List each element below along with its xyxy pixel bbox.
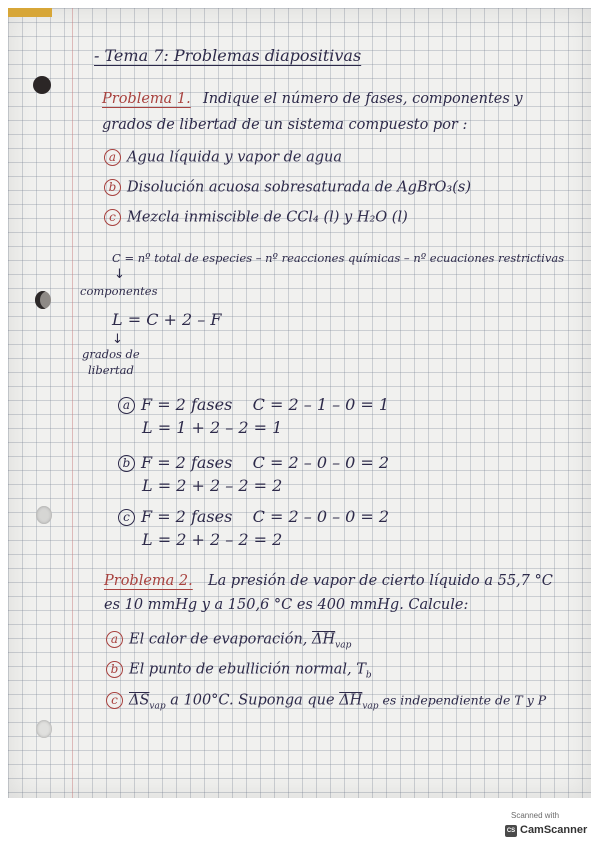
item-text: a 100°C. Suponga que xyxy=(165,692,340,709)
problem1-statement-line1: Indique el número de fases, componentes y xyxy=(203,91,523,107)
item-letter-c: c xyxy=(104,209,121,226)
subscript: b xyxy=(365,670,372,681)
subscript: vap xyxy=(149,701,166,712)
label-libertad: libertad xyxy=(88,363,134,377)
problem2-item-c xyxy=(106,692,546,711)
notebook-page xyxy=(8,8,591,798)
solution-c-line1 xyxy=(118,509,389,526)
solution-a-line2: L = 1 + 2 – 2 = 1 xyxy=(142,418,283,437)
item-text: El calor de evaporación, xyxy=(129,631,313,648)
item-letter-b: b xyxy=(104,179,121,196)
problem1-item-a xyxy=(104,149,342,166)
formula-components: C = nº total de especies – nº reacciones químicas – nº ecuaciones restrictivas xyxy=(112,251,565,265)
solution-text: F = 2 fases C = 2 – 0 – 0 = 2 xyxy=(141,453,390,472)
binder-hole xyxy=(35,291,51,309)
margin-line xyxy=(72,8,73,798)
down-arrow-icon: ↓ xyxy=(112,332,123,347)
item-text: Disolución acuosa sobresaturada de AgBrO₃(s) xyxy=(127,179,471,196)
camscanner-badge xyxy=(503,808,588,840)
camscanner-logo-icon: CS xyxy=(505,825,517,837)
solution-c-line2: L = 2 + 2 – 2 = 2 xyxy=(142,530,283,549)
binder-hole xyxy=(36,506,52,524)
item-letter-b: b xyxy=(106,661,123,678)
page-tab xyxy=(8,8,52,17)
solution-b-line2: L = 2 + 2 – 2 = 2 xyxy=(142,476,283,495)
solution-letter-b: b xyxy=(118,455,135,472)
solution-text: F = 2 fases C = 2 – 1 – 0 = 1 xyxy=(141,395,390,414)
item-letter-a: a xyxy=(106,631,123,648)
solution-letter-a: a xyxy=(118,397,135,414)
problem1-item-b xyxy=(104,179,471,196)
problem2-item-a xyxy=(106,631,351,650)
solution-b-line1 xyxy=(118,455,389,472)
down-arrow-icon: ↓ xyxy=(114,267,125,282)
formula-degrees-of-freedom: L = C + 2 – F xyxy=(112,310,222,329)
problem2-statement-line1: La presión de vapor de cierto líquido a 55,7 °C xyxy=(208,573,553,589)
delta-h-symbol: $\overline{\Delta H}$ xyxy=(339,692,363,709)
problem1-label: Problema 1. xyxy=(102,91,191,107)
delta-h-symbol: $\overline{\Delta H}$ xyxy=(312,631,336,648)
item-letter-a: a xyxy=(104,149,121,166)
item-text: El punto de ebullición normal, T xyxy=(129,661,366,678)
item-text: es independiente de T y P xyxy=(378,692,547,708)
problem2-label: Problema 2. xyxy=(104,573,193,589)
solution-text: F = 2 fases C = 2 – 0 – 0 = 2 xyxy=(141,507,390,526)
item-text: Agua líquida y vapor de agua xyxy=(127,149,342,166)
badge-caption: Scanned with xyxy=(511,811,560,820)
problem1-item-c xyxy=(104,209,408,226)
delta-s-symbol: $\overline{\Delta S}$ xyxy=(129,692,150,709)
subscript: vap xyxy=(362,701,379,712)
solution-a-line1 xyxy=(118,397,389,414)
badge-brand: CamScanner xyxy=(520,824,588,836)
binder-hole xyxy=(33,76,51,94)
label-componentes: componentes xyxy=(80,284,158,298)
item-letter-c: c xyxy=(106,692,123,709)
binder-hole xyxy=(36,720,52,738)
subscript: vap xyxy=(335,640,352,651)
page-title: - Tema 7: Problemas diapositivas xyxy=(94,46,362,65)
item-text: Mezcla inmiscible de CCl₄ (l) y H₂O (l) xyxy=(127,209,408,226)
problem1-statement-line2: grados de libertad de un sistema compuesto por : xyxy=(102,117,468,133)
problem2-statement-line2: es 10 mmHg y a 150,6 °C es 400 mmHg. Calcule: xyxy=(104,597,469,613)
problem2-item-b xyxy=(106,661,372,680)
solution-letter-c: c xyxy=(118,509,135,526)
label-grados: grados de xyxy=(82,347,140,361)
